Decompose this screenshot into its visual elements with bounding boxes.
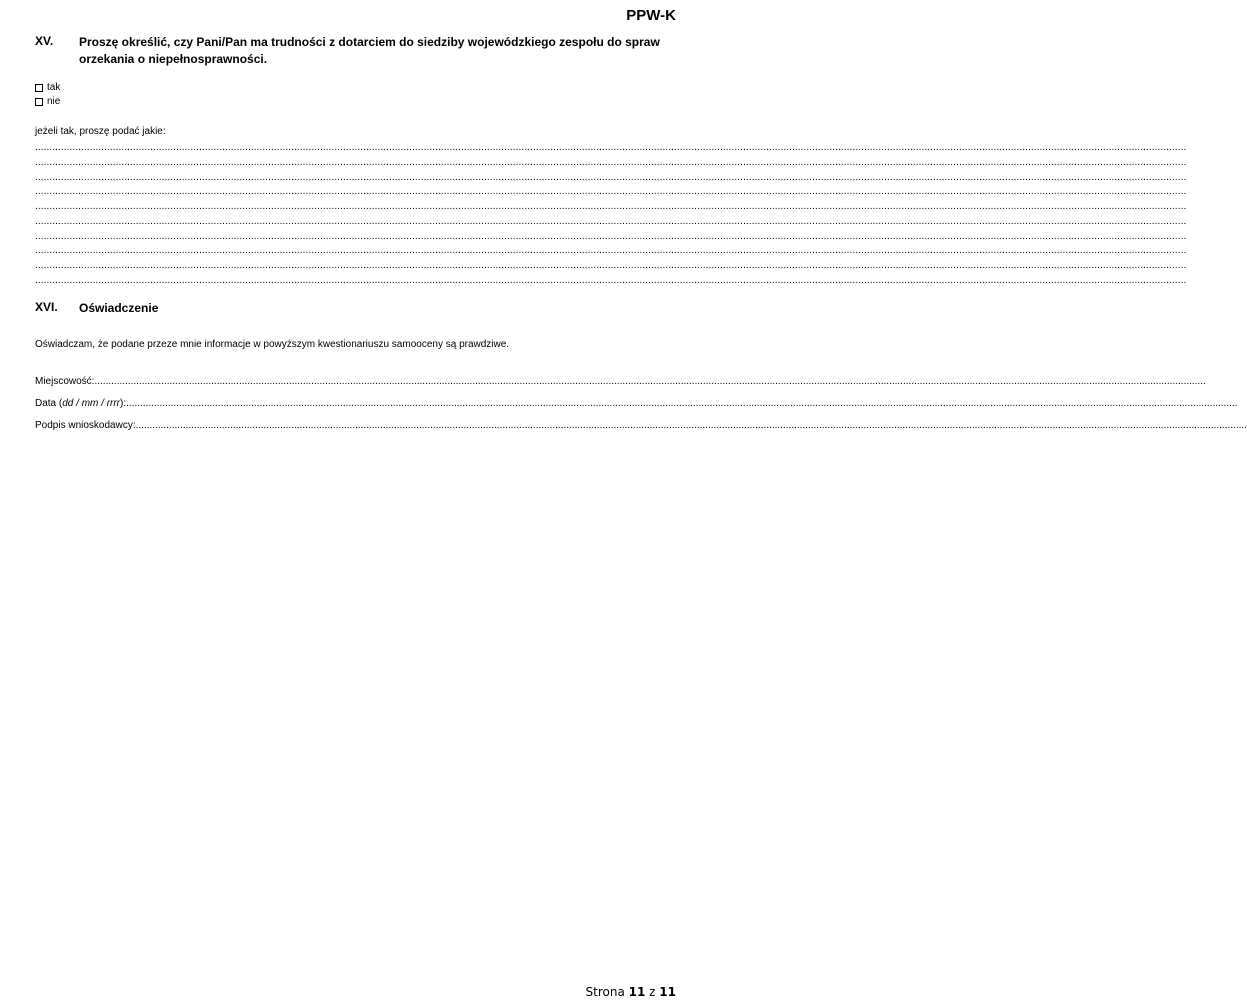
section-15-title: Proszę określić, czy Pani/Pan ma trudności z dotarciem do siedziby wojewódzkiego zespołu do spraw orzekania o niepełnosprawności. xyxy=(79,35,660,66)
section-16-number: XVI. xyxy=(35,300,58,314)
declaration-text: Oświadczam, że podane przeze mnie informacje w powyższym kwestionariuszu samooceny są prawdziwe. xyxy=(35,339,510,350)
dotted-line[interactable]: ................................................................................................................................................................................................................................................................................................................................................................................................................ xyxy=(35,274,1187,286)
signature-label: Podpis wnioskodawcy: xyxy=(35,420,136,431)
dotted-fill[interactable]: ................................................................................................................................................................................................................................................................................................................................................................................................................ xyxy=(94,376,1206,387)
dotted-line[interactable]: ................................................................................................................................................................................................................................................................................................................................................................................................................ xyxy=(35,260,1187,271)
option-no-label: nie xyxy=(47,96,61,107)
option-yes[interactable] xyxy=(35,82,60,94)
dotted-fill[interactable]: ................................................................................................................................................................................................................................................................................................................................................................................................................ xyxy=(126,398,1238,409)
dotted-line[interactable]: ................................................................................................................................................................................................................................................................................................................................................................................................................ xyxy=(35,156,1187,168)
signature-field[interactable] xyxy=(35,420,1247,432)
dotted-line[interactable]: ................................................................................................................................................................................................................................................................................................................................................................................................................ xyxy=(35,201,1187,212)
page-number xyxy=(586,985,677,999)
option-no[interactable] xyxy=(35,96,60,108)
section-16-title: Oświadczenie xyxy=(79,301,159,315)
page-current: 11 xyxy=(628,985,646,999)
date-label-prefix: Data ( xyxy=(35,398,63,409)
dotted-line[interactable]: ................................................................................................................................................................................................................................................................................................................................................................................................................ xyxy=(35,142,1187,153)
checkbox-no[interactable] xyxy=(35,98,43,106)
date-label xyxy=(35,398,126,410)
dotted-line[interactable]: ................................................................................................................................................................................................................................................................................................................................................................................................................ xyxy=(35,245,1187,257)
dotted-fill[interactable]: ................................................................................................................................................................................................................................................................................................................................................................................................................ xyxy=(135,420,1247,431)
section-15-number: XV. xyxy=(35,34,54,48)
date-label-suffix: ): xyxy=(120,398,127,409)
place-label: Miejscowość: xyxy=(35,376,95,387)
place-field[interactable] xyxy=(35,376,1206,388)
form-code: PPW-K xyxy=(626,7,676,24)
details-prompt: jeżeli tak, proszę podać jakie: xyxy=(35,126,166,137)
page-sep: z xyxy=(649,985,656,999)
dotted-line[interactable]: ................................................................................................................................................................................................................................................................................................................................................................................................................ xyxy=(35,230,1187,242)
dotted-line[interactable]: ................................................................................................................................................................................................................................................................................................................................................................................................................ xyxy=(35,215,1187,227)
date-field[interactable] xyxy=(35,398,1238,410)
checkbox-yes[interactable] xyxy=(35,84,43,92)
date-format: dd / mm / rrrr xyxy=(62,398,121,409)
dotted-line[interactable]: ................................................................................................................................................................................................................................................................................................................................................................................................................ xyxy=(35,171,1187,183)
page-total: 11 xyxy=(659,985,676,999)
page-word: Strona xyxy=(585,985,625,999)
dotted-line[interactable]: ................................................................................................................................................................................................................................................................................................................................................................................................................ xyxy=(35,186,1187,198)
details-dotted-lines xyxy=(35,141,1187,289)
option-yes-label: tak xyxy=(47,82,61,93)
